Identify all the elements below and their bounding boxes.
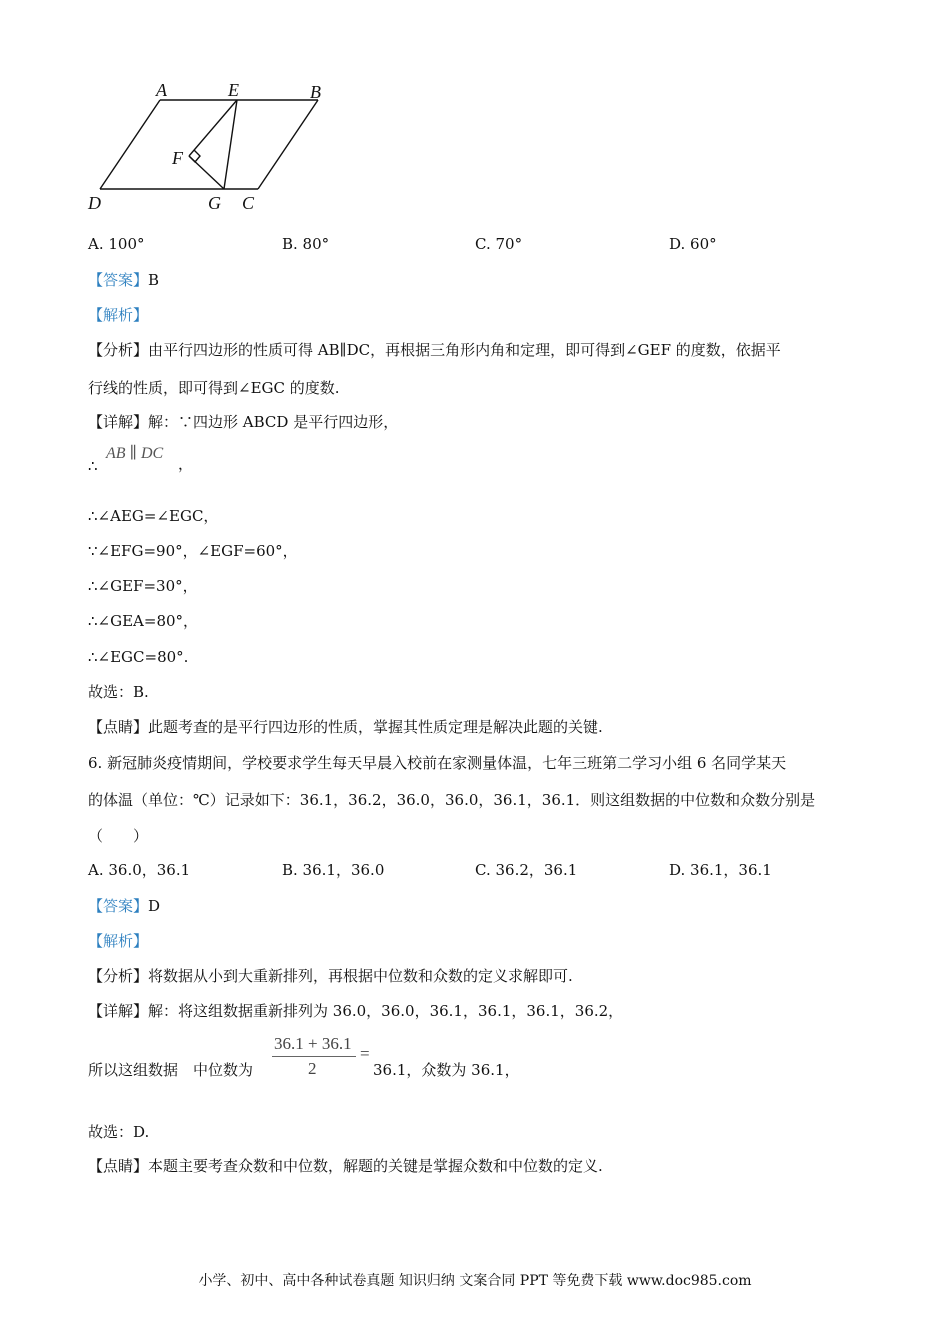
label-c: C — [242, 193, 255, 213]
q6-stem-line1: 6. 新冠肺炎疫情期间，学校要求学生每天早晨入校前在家测量体温，七年三班第二学习小组 6 名同学某天 — [88, 754, 787, 772]
fraction-numerator: 36.1 + 36.1 — [274, 1034, 352, 1053]
fenxi-tag: 【分析】 — [88, 967, 149, 985]
q5-xiangjie — [88, 412, 398, 432]
q5-choice-a: A. 100° — [88, 235, 145, 253]
q6-xiangjie — [88, 1001, 623, 1021]
q6-choose: 故选：D. — [88, 1123, 150, 1141]
q5-step2: ∵∠EFG=90°，∠EGF=60°， — [88, 542, 298, 560]
fenxi-text: 将数据从小到大重新排列，再根据中位数和众数的定义求解即可. — [148, 967, 573, 985]
fenxi-text-1: 由平行四边形的性质可得 AB∥DC，再根据三角形内角和定理，即可得到∠GEF 的度数，依据平 — [148, 341, 781, 359]
xiangjie-tag: 【详解】 — [88, 1002, 149, 1020]
edge-ad — [100, 100, 160, 189]
q6-median-suffix: 36.1，众数为 36.1， — [373, 1061, 520, 1079]
q5-choose: 故选：B. — [88, 683, 149, 701]
label-b: B — [310, 82, 321, 102]
parallel-formula: AB ∥ DC — [106, 445, 164, 462]
q5-step4: ∴∠GEA=80°， — [88, 612, 199, 630]
q5-step5: ∴∠EGC=80°. — [88, 648, 189, 666]
right-angle-mark — [189, 150, 200, 162]
dianjing-text: 本题主要考查众数和中位数，解题的关键是掌握众数和中位数的定义. — [148, 1157, 603, 1175]
label-g: G — [208, 193, 221, 213]
q5-choices — [88, 234, 888, 254]
q5-choice-b: B. 80° — [282, 235, 330, 253]
xiangjie-text: 解：将这组数据重新排列为 36.0，36.0，36.1，36.1，36.1，36.2， — [148, 1002, 624, 1020]
answer-tag: 【答案】 — [88, 271, 149, 289]
fenxi-text-2: 行线的性质，即可得到∠EGC 的度数. — [88, 379, 340, 397]
q6-analysis — [88, 931, 148, 951]
fraction-equals: = — [360, 1044, 370, 1063]
q6-choice-a: A. 36.0，36.1 — [88, 861, 191, 879]
q6-answer — [88, 896, 160, 916]
page-footer: 小学、初中、高中各种试卷真题 知识归纳 文案合同 PPT 等免费下载 www.doc985.com — [198, 1273, 752, 1289]
q6-stem-line3: （ ） — [88, 827, 149, 845]
label-a: A — [156, 80, 167, 100]
q6-stem-line2: 的体温（单位：℃）记录如下：36.1，36.2，36.0，36.0，36.1，36.1．则这组数据的中位数和众数分别是 — [88, 791, 816, 809]
q6-fenxi — [88, 966, 573, 986]
parallelogram-figure — [80, 78, 340, 218]
label-d: D — [88, 193, 101, 213]
xiangjie-tag: 【详解】 — [88, 413, 149, 431]
q5-therefore-parallel — [88, 445, 194, 476]
q6-choice-c: C. 36.2，36.1 — [475, 861, 578, 879]
q5-answer — [88, 270, 159, 290]
fenxi-tag: 【分析】 — [88, 341, 149, 359]
label-e: E — [228, 80, 239, 100]
fraction-denominator: 2 — [308, 1059, 317, 1078]
parallel-comma: ， — [178, 455, 194, 473]
answer-value: D — [148, 897, 161, 915]
answer-tag: 【答案】 — [88, 897, 149, 915]
edge-bc — [258, 100, 318, 189]
therefore-symbol: ∴ — [88, 457, 98, 475]
q6-dianjing — [88, 1156, 603, 1176]
q5-step1: ∴∠AEG=∠EGC， — [88, 507, 219, 525]
median-fraction — [270, 1034, 370, 1078]
label-f: F — [172, 148, 183, 168]
q5-choice-d: D. 60° — [669, 235, 717, 253]
fraction-bar — [272, 1056, 356, 1057]
q5-fenxi-line2 — [88, 378, 340, 398]
q6-median-prefix: 所以这组数据 中位数为 — [88, 1061, 254, 1079]
dianjing-tag: 【点睛】 — [88, 1157, 149, 1175]
analysis-tag: 【解析】 — [88, 932, 149, 950]
q5-analysis — [88, 305, 148, 325]
answer-value: B — [148, 271, 160, 289]
dianjing-text: 此题考查的是平行四边形的性质，掌握其性质定理是解决此题的关键. — [148, 718, 603, 736]
q6-choices — [88, 860, 888, 880]
analysis-tag: 【解析】 — [88, 306, 149, 324]
q5-choice-c: C. 70° — [475, 235, 523, 253]
q6-choice-b: B. 36.1，36.0 — [282, 861, 385, 879]
xiangjie-text: 解：∵四边形 ABCD 是平行四边形， — [148, 413, 399, 431]
q5-fenxi-line1 — [88, 340, 781, 360]
dianjing-tag: 【点睛】 — [88, 718, 149, 736]
q5-step3: ∴∠GEF=30°， — [88, 577, 198, 595]
q6-choice-d: D. 36.1，36.1 — [669, 861, 772, 879]
q5-dianjing — [88, 717, 603, 737]
